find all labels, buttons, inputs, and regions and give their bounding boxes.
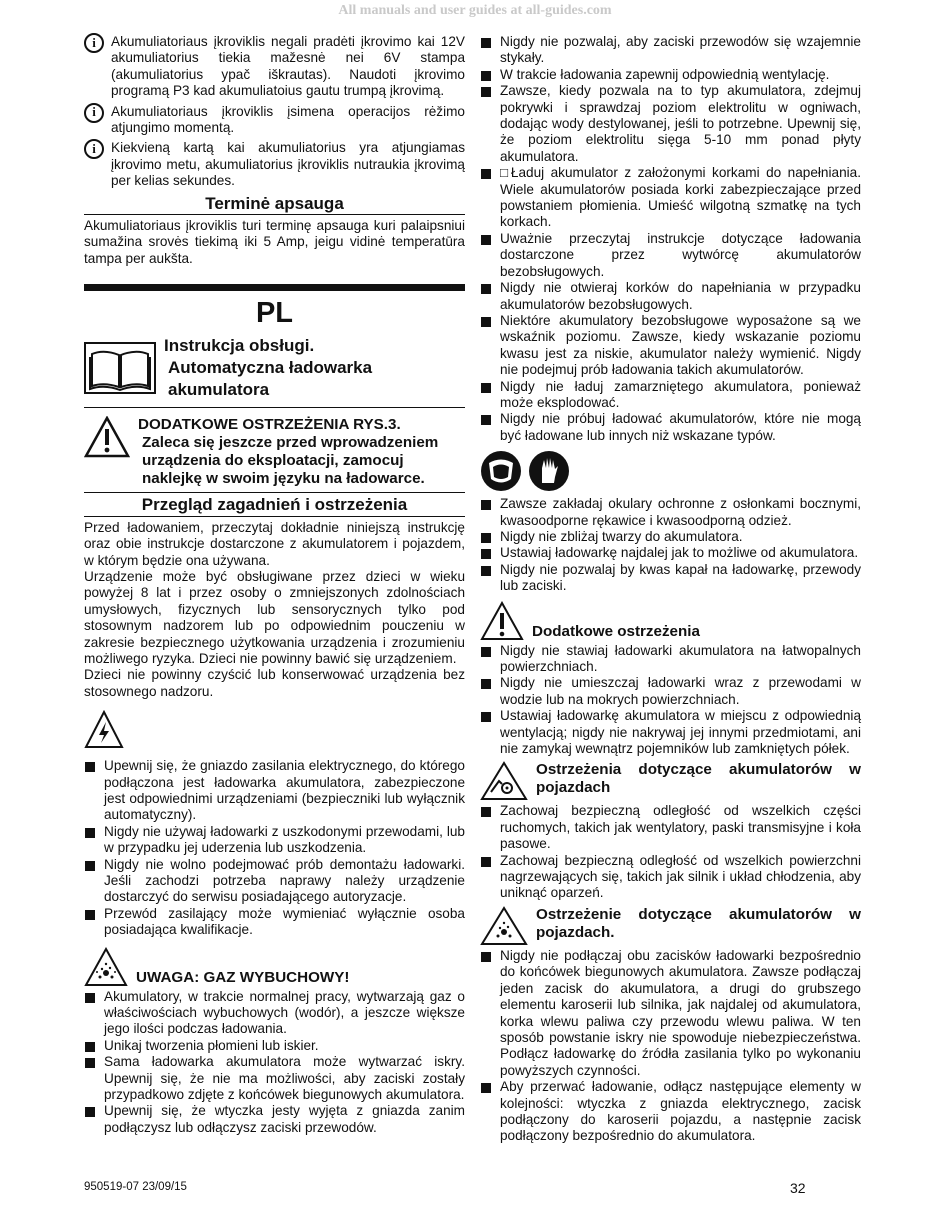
- gloves-icon: [528, 450, 570, 492]
- info-note: [84, 104, 465, 137]
- divider: [84, 492, 465, 493]
- vehicle-warnings-header: [480, 761, 861, 801]
- thermal-protection-text: Akumuliatoriaus įkroviklis turi terminę apsauga kuri palaipsniui sumažina srovės tiekimą iki 5 Amp, jeigu vidinė temperatūra tampa per aukšta.: [84, 218, 465, 266]
- list-item: Nigdy nie umieszczaj ładowarki wraz z przewodami w wodzie lub na mokrych powierzchniach.: [480, 675, 861, 708]
- open-book-icon: [84, 342, 156, 394]
- additional-warnings-header: [480, 601, 861, 641]
- additional-warnings-list: [480, 643, 861, 758]
- list-item: Nigdy nie próbuj ładować akumulatorów, które nie mogą być ładowane lub innych niż wskazane typów.: [480, 411, 861, 444]
- thermal-protection-heading: Terminė apsauga: [84, 196, 465, 215]
- explosive-gas-icon: [84, 947, 128, 987]
- list-item: Nigdy nie używaj ładowarki z uszkodonymi przewodami, lub w przypadku jej uderzenia lub uszkodzenia.: [84, 824, 465, 857]
- list-item: Nigdy nie zbliżaj twarzy do akumulatora.: [480, 529, 861, 545]
- manual-title: Instrukcja obsługi. Automatyczna ładowarka akumulatora: [164, 336, 373, 400]
- list-item: Upewnij się, że gniazdo zasilania elektrycznego, do którego podłączona jest ładowarka akumulatora, zabezpieczone jest odpowiednimi urządzeniami (bezpieczniki lub wyłącznik automatyczny).: [84, 758, 465, 824]
- list-item: Ustawiaj ładowarkę akumulatora w miejscu z odpowiednią wentylacją; nigdy nie nakrywaj jej innymi przedmiotami, ani nie zamykaj wewnątrz pojemników lub zamkniętych półek.: [480, 708, 861, 757]
- info-icon: i: [84, 139, 104, 159]
- vehicle-warnings-title: Ostrzeżenia dotyczące akumulatorów w pojazdach: [536, 761, 861, 797]
- watermark: All manuals and user guides at all-guides.com: [338, 3, 612, 18]
- additional-warning-header: [84, 408, 465, 492]
- intro-paragraph: Przed ładowaniem, przeczytaj dokładnie niniejszą instrukcję oraz obie instrukcje dostarczone z akumulatorem i pojazdem, w którym będzie ona używana.: [84, 519, 465, 568]
- info-note-text: Akumuliatoriaus įkroviklis įsimena operacijos rėžimo atjungimo momentą.: [111, 103, 465, 136]
- list-item: Nigdy nie pozwalaj, aby zaciski przewodów się wzajemnie stykały.: [480, 34, 861, 67]
- list-item: Aby przerwać ładowanie, odłącz następujące elementy w kolejności: wtyczka z gniazda elektrycznego, zacisk podłączony do karoserii pojazdu, a następnie zacisk podłączony bezpośrednio do akumulatora.: [480, 1079, 861, 1145]
- list-item: Zachowaj bezpieczną odległość od wszelkich części ruchomych, takich jak wentylatory, paski transmisyjne i koła pasowe.: [480, 803, 861, 852]
- vehicle-warning-title: Ostrzeżenie dotyczące akumulatorów w pojazdach.: [536, 905, 861, 941]
- info-icon: i: [84, 33, 104, 53]
- list-item: Nigdy nie podłączaj obu zacisków ładowarki bezpośrednio do końcówek biegunowych akumulatora. Zawsze podłączaj jeden zacisk do akumulatora, a drugi do grubszego elementu karoserii lub silnika, jak najdalej od akumulatora, korka wlewu paliwa czy przewodu wlewu paliwa. W ten sposób powstanie iskry nie spowoduje niebezpieczeństwa. Podłącz ładowarkę do źródła zasilania tylko po wykonaniu powyższych czynności.: [480, 948, 861, 1079]
- list-item: W trakcie ładowania zapewnij odpowiednią wentylację.: [480, 67, 861, 83]
- list-item: Upewnij się, że wtyczka jesty wyjęta z gniazda zanim podłączysz lub odłączysz zaciski przewodów.: [84, 1103, 465, 1136]
- warning-triangle-icon: [480, 601, 524, 641]
- info-note-text: Akumuliatoriaus įkroviklis negali pradėti įkrovimo kai 12V akumuliatorius tiekia mažesnė nei 6V stampa (akumuliatorius ypač iškrautas). Naudoti įkrovimo programą P3 kad akumuliatoius gautu trumpą įkrovimą.: [111, 34, 465, 99]
- list-item: Nigdy nie wolno podejmować prób demontażu ładowarki. Jeśli zachodzi potrzeba naprawy należy urządzenie dostarczyć do serwisu posiadającego autoryzacje.: [84, 857, 465, 906]
- left-column: [84, 34, 465, 1136]
- overview-heading: Przegląd zagadnień i ostrzeżenia: [84, 497, 465, 516]
- list-item: Zawsze, kiedy pozwala na to typ akumulatora, zdejmuj pokrywki i sprawdzaj poziom elektrolitu w ogniwach, dodając wody destylowanej, jeśli to potrzebne. Upewnij się, że poziom elektrolitu sięga 5-10 mm ponad płyty akumulatora.: [480, 83, 861, 165]
- info-note: [84, 34, 465, 100]
- list-item: Zawsze zakładaj okulary ochronne z osłonkami bocznymi, kwasoodporne rękawice i kwasoodporną odzież.: [480, 496, 861, 529]
- explosive-gas-header: [84, 947, 465, 987]
- list-item: Nigdy nie pozwalaj by kwas kapał na ładowarkę, przewody lub zaciski.: [480, 562, 861, 595]
- info-note: [84, 140, 465, 189]
- page-number: 32: [790, 1180, 806, 1196]
- vehicle-warnings-list: [480, 803, 861, 901]
- list-item: Przewód zasilający może wymieniać wyłącznie osoba posiadająca kwalifikacje.: [84, 906, 465, 939]
- additional-warning-text: Zaleca się jeszcze przed wprowadzeniem urządzenia do eksploatacji, zamocuj naklejkę w swoim języku na ładowarce.: [142, 434, 439, 488]
- document-code: 950519-07 23/09/15: [84, 1181, 187, 1193]
- face-shield-icon: [480, 450, 522, 492]
- vehicle-warning-header: [480, 906, 861, 946]
- electric-safety-list: [84, 758, 465, 938]
- info-note-text: Kiekvieną kartą kai akumuliatorius yra atjungiamas įkrovimo metu, akumuliatorius įkroviklis nutraukia įkrovimą per kelias sekundes.: [111, 140, 465, 189]
- warning-triangle-icon: [84, 416, 130, 458]
- list-item: Sama ładowarka akumulatora może wytwarzać iskry. Upewnij się, że nie ma możliwości, aby zaciski zostały przypadkowo zdjęte z końcówek biegunowych akumulatora.: [84, 1054, 465, 1103]
- list-item: Niektóre akumulatory bezobsługowe wyposażone są we wskaźnik poziomu. Zawsze, kiedy wskazanie poziomu kwasu jest za niskie, akumulator należy wymienić. Nigdy nie podejmuj prób ładowania takich akumulatorów.: [480, 313, 861, 379]
- right-column: [480, 34, 861, 1145]
- ppe-list: [480, 496, 861, 594]
- electric-hazard-icon: [84, 710, 124, 750]
- additional-warning-title: DODATKOWE OSTRZEŻENIA RYS.3.: [138, 416, 401, 434]
- list-item: Akumulatory, w trakcie normalnej pracy, wytwarzają gaz o właściwościach wybuchowych (wodór), a jeszcze większe jego ilości podczas ładowania.: [84, 989, 465, 1038]
- manual-header: [84, 335, 465, 408]
- ppe-icons: [480, 450, 861, 492]
- list-item: Nigdy nie stawiaj ładowarki akumulatora na łatwopalnych powierzchniach.: [480, 643, 861, 676]
- explosive-gas-title: UWAGA: GAZ WYBUCHOWY!: [136, 968, 350, 986]
- vehicle-warning-list: [480, 948, 861, 1145]
- list-item: Nigdy nie otwieraj korków do napełniania w przypadku akumulatorów bezobsługowych.: [480, 280, 861, 313]
- list-item: Unikaj tworzenia płomieni lub iskier.: [84, 1038, 465, 1054]
- list-item: Nigdy nie ładuj zamarzniętego akumulatora, ponieważ może eksplodować.: [480, 379, 861, 412]
- list-item: □Ładuj akumulator z założonymi korkami do napełniania. Wiele akumulatorów posiada korki zabezpieczające przed powstaniem płomienia. Umieść wilgotną szmatkę na tych korkach.: [480, 165, 861, 231]
- intro-paragraph: Dzieci nie powinny czyścić lub konserwować urządzenia bez stosownego nadzoru.: [84, 667, 465, 699]
- list-item: Uważnie przeczytaj instrukcje dotyczące ładowania dostarczone przez wytwórcę akumulatorów bezobsługowych.: [480, 231, 861, 280]
- language-divider: [84, 284, 465, 291]
- general-safety-list: [480, 34, 861, 444]
- moving-parts-hazard-icon: [480, 761, 528, 801]
- info-icon: i: [84, 103, 104, 123]
- additional-warnings-title: Dodatkowe ostrzeżenia: [532, 622, 700, 640]
- list-item: Zachowaj bezpieczną odległość od wszelkich powierzchni nagrzewających się, takich jak silnik i układ chłodzenia, aby uniknąć oparzeń.: [480, 853, 861, 902]
- intro-paragraph: Urządzenie może być obsługiwane przez dzieci w wieku powyżej 8 lat i przez osoby o zmniejszonych zdolnościach umysłowych, fizycznych lub sensorycznych tylko pod stosownym nadzorem lub po odpowiednim pouczeniu w zakresie bezpiecznego użytkowania urządzenia i zrozumieniu możliwego ryzyka. Dzieci nie powinny bawić się urządzeniem.: [84, 568, 465, 666]
- language-code: PL: [255, 297, 294, 330]
- list-item: Ustawiaj ładowarkę najdalej jak to możliwe od akumulatora.: [480, 545, 861, 561]
- explosive-gas-icon: [480, 906, 528, 946]
- explosive-gas-list: [84, 989, 465, 1137]
